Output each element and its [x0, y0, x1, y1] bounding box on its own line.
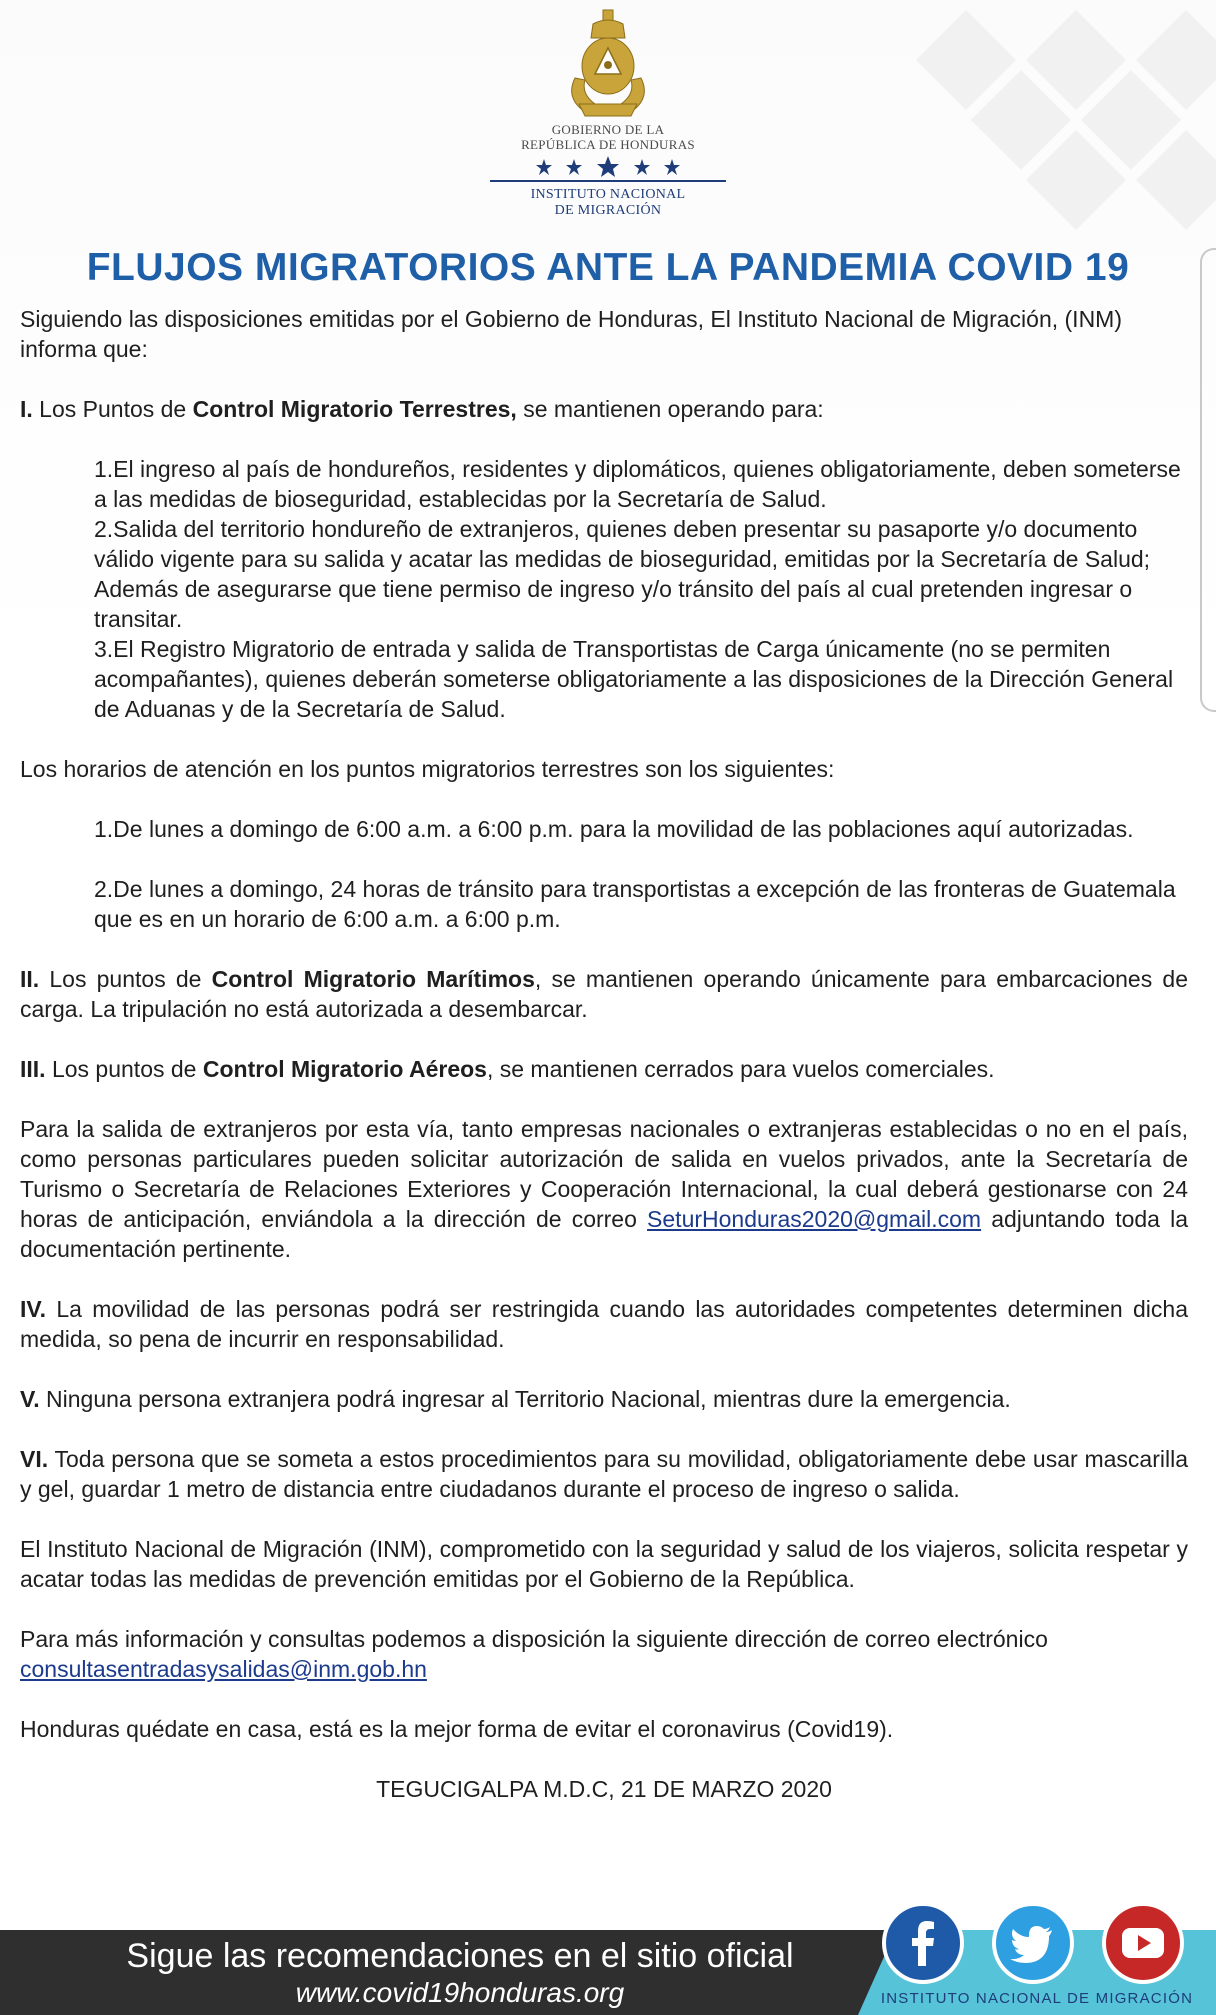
section-4-paragraph [20, 1294, 1188, 1354]
section-5-text: Ninguna persona extranjera podrá ingresar al Territorio Nacional, mientras dure la emergencia. [39, 1386, 1011, 1412]
youtube-icon[interactable] [1102, 1902, 1184, 1984]
section-2-paragraph [20, 964, 1188, 1024]
list-item: 2.Salida del territorio hondureño de extranjeros, quienes deben presentar su pasaporte y/o documento válido vigente para su salida y acatar las medidas de bioseguridad, emitidas por la Secretaría de Salud; Además de asegurarse que tiene permiso de ingreso y/o tránsito del país al cual pretenden ingresar o transitar. [94, 516, 1151, 632]
section-5-number: V. [20, 1386, 40, 1412]
section-2-pre: Los puntos de [39, 966, 212, 992]
government-name [458, 122, 758, 152]
twitter-icon[interactable] [992, 1902, 1074, 1984]
institute-name [458, 187, 758, 219]
list-item: 1.El ingreso al país de hondureños, residentes y diplomáticos, quienes obligatoriamente, deben someterse a las medidas de bioseguridad, establecidas por la Secretaría de Salud. [94, 456, 1181, 512]
header [0, 0, 1216, 230]
footer-website-link[interactable]: www.covid19honduras.org [295, 1977, 625, 2008]
section-1-number: I. [20, 396, 33, 422]
section-6-text: Toda persona que se someta a estos procedimientos para su movilidad, obligatoriamente debe usar mascarilla y gel, guardar 1 metro de distancia entre ciudadanos durante el proceso de ingreso o salida. [20, 1446, 1188, 1502]
section-4-number: IV. [20, 1296, 47, 1322]
section-3-paragraph [20, 1054, 1188, 1084]
stay-home-paragraph: Honduras quédate en casa, está es la mejor forma de evitar el coronavirus (Covid19). [20, 1716, 894, 1742]
section-3-pre: Los puntos de [45, 1056, 203, 1082]
section-2-bold: Control Migratorio Marítimos [211, 966, 535, 992]
foreigners-post: adjuntando toda la documentación pertinente. [20, 1206, 1189, 1262]
footer-recommendation: Sigue las recomendaciones en el sitio oficial [126, 1937, 794, 1975]
section-3-number: III. [20, 1056, 46, 1082]
inm-line-2: DE MIGRACIÓN [554, 203, 662, 218]
section-2-number: II. [20, 966, 40, 992]
document-title: FLUJOS MIGRATORIOS ANTE LA PANDEMIA COVID 19 [86, 246, 1130, 289]
section-1-heading [20, 394, 1188, 424]
section-4-text: La movilidad de las personas podrá ser restringida cuando las autoridades competentes determinen dicha medida, so pena de incurrir en responsabilidad. [20, 1296, 1188, 1352]
inm-line-1: INSTITUTO NACIONAL [530, 187, 686, 202]
list-item: 2.De lunes a domingo, 24 horas de tránsito para transportistas a excepción de las fronteras de Guatemala que es en un horario de 6:00 a.m. a 6:00 p.m. [94, 876, 1176, 932]
schedule-list [20, 814, 1188, 934]
date-line: TEGUCIGALPA M.D.C, 21 DE MARZO 2020 [376, 1776, 832, 1802]
footer-institute-name: INSTITUTO NACIONAL DE MIGRACIÓN [880, 1990, 1194, 2007]
section-5-paragraph [20, 1384, 1188, 1414]
honduras-coat-of-arms-icon [545, 8, 671, 120]
foreigners-paragraph [20, 1114, 1188, 1264]
section-6-paragraph [20, 1444, 1188, 1504]
list-item: 3.El Registro Migratorio de entrada y salida de Transportistas de Carga únicamente (no se permiten acompañantes), quienes deberán someterse obligatoriamente a las disposiciones de la Dirección General de Aduanas y de la Secretaría de Salud. [94, 636, 1174, 722]
section-3-post: , se mantienen cerrados para vuelos comerciales. [486, 1056, 995, 1082]
list-item: 1.De lunes a domingo de 6:00 a.m. a 6:00 p.m. para la movilidad de las poblaciones aquí autorizadas. [94, 816, 1134, 842]
scroll-indicator[interactable] [1200, 248, 1216, 712]
contact-text: Para más información y consultas podemos a disposición la siguiente dirección de correo electrónico [20, 1626, 1048, 1652]
divider [490, 180, 726, 182]
foreigners-text: Para la salida de extranjeros por esta vía, tanto empresas nacionales o extranjeras establecidas o no en el país, como personas particulares pueden solicitar autorización de salida en vuelos privados, ante la Secretaría de Turismo o Secretaría de Relaciones Exteriores y Cooperación Internacional, la cual deberá gestionarse con 24 horas de anticipación, enviándola a la dirección de correo [20, 1116, 1188, 1232]
section-3-bold: Control Migratorio Aéreos [202, 1056, 487, 1082]
setur-email-link[interactable]: SeturHonduras2020@gmail.com [647, 1206, 982, 1232]
contact-paragraph [20, 1624, 1188, 1684]
stars-icon [530, 155, 686, 177]
section-1-post: se mantienen operando para: [516, 396, 824, 422]
section-1-bold: Control Migratorio Terrestres, [192, 396, 517, 422]
section-1-list [20, 454, 1188, 724]
document-body [20, 304, 1188, 1834]
gov-line-2: REPÚBLICA DE HONDURAS [521, 137, 695, 152]
section-2-post: , se mantienen operando únicamente para embarcaciones de carga. La tripulación no está autorizada a desembarcar. [20, 966, 1188, 1022]
section-6-number: VI. [20, 1446, 49, 1472]
inm-email-link[interactable]: consultasentradasysalidas@inm.gob.hn [20, 1656, 427, 1682]
facebook-icon[interactable] [882, 1902, 964, 1984]
intro-paragraph: Siguiendo las disposiciones emitidas por el Gobierno de Honduras, El Instituto Nacional de Migración, (INM) informa que: [20, 306, 1123, 362]
schedule-intro: Los horarios de atención en los puntos migratorios terrestres son los siguientes: [20, 756, 835, 782]
gov-line-1: GOBIERNO DE LA [551, 122, 665, 137]
section-1-pre: Los Puntos de [32, 396, 193, 422]
commitment-paragraph: El Instituto Nacional de Migración (INM), comprometido con la seguridad y salud de los viajeros, solicita respetar y acatar todas las medidas de prevención emitidas por el Gobierno de la República. [20, 1536, 1188, 1592]
